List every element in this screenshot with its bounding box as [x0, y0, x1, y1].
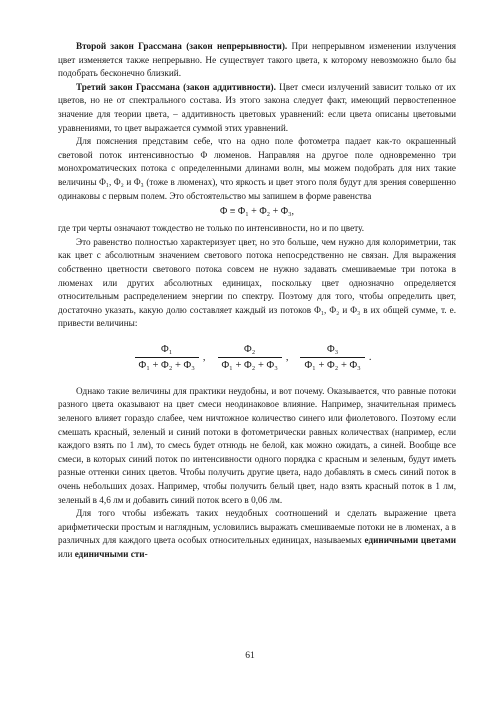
page-number: 61 — [245, 651, 255, 661]
text-second-law: При непрерывном изменении излучения цвет изменяется также непрерывно. Не существует такого цвета, к которому невозможно было бы подобрать бесконечно близкий. — [58, 41, 456, 79]
text-or: или — [58, 549, 75, 559]
paragraph-second-law — [58, 40, 456, 81]
fraction-1 — [135, 344, 199, 371]
fraction-3 — [300, 344, 364, 371]
fraction-row — [58, 337, 456, 379]
fraction-2 — [218, 344, 282, 371]
fraction-2-numerator: Φ₂ — [244, 344, 256, 356]
heading-second-law: Второй закон Грассмана (закон непрерывности). — [76, 41, 288, 51]
page-body — [58, 40, 456, 562]
paragraph-unit-colors — [58, 507, 456, 561]
paragraph-inconvenient: Однако такие величины для практики неудобны, и вот почему. Оказывается, что равные потоки разного цвета оказывают на цвет смеси неодинаковое влияние. Например, значительная примесь зеленого влияет гораздо слабее, чем ничтожное количество синего или фиолетового. Поэтому если смешать красный, зеленый и синий потоки в фотометрически равных количествах (например, если каждого взять по 1 лм), то смесь будет отнюдь не белой, как можно ожидать, а синей. Вообще все смеси, в которых синий поток по интенсивности одного порядка с красным и зеленым, будут иметь разные оттенки синих цветов. Чтобы получить другие цвета, надо добавлять в смесь синий поток в очень небольших дозах. Например, чтобы получить белый цвет, надо взять красный поток в 1 лм, зеленый в 4,6 лм и добавить синий поток всего в 0,06 лм. — [58, 385, 456, 505]
fraction-3-numerator: Φ₃ — [326, 344, 339, 356]
text-third-law: Цвет смеси излучений зависит только от их цветов, но не от спектрального состава. Из этого закона следует факт, имеющий первостепенное значение для теории цвета, – аддитивность цветовых уравнений: если цвета описаны цветовыми уравнениями, то цвет выражается суммой этих уравнений. — [58, 81, 456, 133]
fraction-1-denominator: Φ₁ + Φ₂ + Φ₃ — [135, 357, 199, 371]
fraction-1-separator: , — [202, 352, 206, 364]
fraction-1-numerator: Φ₁ — [161, 344, 173, 356]
fraction-2-denominator: Φ₁ + Φ₂ + Φ₃ — [218, 357, 282, 371]
fraction-3-separator: . — [368, 352, 372, 364]
term-unit-colors: единичными цветами — [364, 535, 456, 546]
formula-identity: Φ ≡ Φ₁ + Φ₂ + Φ₃, — [219, 206, 295, 218]
text-unit-colors: Для того чтобы избежать таких неудобных соотношений и сделать выражение цвета арифметически простым и наглядным, условились выражать смешиваемые потоки не в люменах, а в различных для каждого цвета особых относительных единицах, называемых — [58, 508, 456, 546]
fraction-2-separator: , — [285, 352, 289, 364]
paragraph-photometer: Для пояснения представим себе, что на одно поле фотометра падает как-то окрашенный световой поток интенсивностью Φ люменов. Направляя на другое поле одновременно три монохроматических потока с определенными длинами волн, мы можем подобрать для них такие величины Φ₁, Φ₂ и Φ₃ (тоже в люменах), что яркость и цвет этого поля будут для зрения совершенно одинаковы с первым полем. Это обстоятельство мы запишем в форме равенства — [58, 136, 456, 201]
paragraph-three-lines: где три черты означают тождество не только по интенсивности, но и по цвету. — [58, 223, 365, 234]
paragraph-equality: Это равенство полностью характеризует цвет, но это больше, чем нужно для колориметрии, так как цвет с абсолютным значением светового потока непосредственно не связан. Для выражения собственно цветности светового потока совсем не нужно задавать смешиваемые три потока в люменах или других абсолютных единицах, поскольку цвет однозначно определяется относительным распределением энергии по спектру. Поэтому для того, чтобы определить цвет, достаточно указать, какую долю составляет каждый из потоков Φ₁, Φ₂ и Φ₃ в их общей сумме, т. е. привести величины: — [58, 236, 456, 329]
term-unit-stimuli: единичными сти- — [74, 549, 148, 559]
fraction-3-denominator: Φ₁ + Φ₂ + Φ₃ — [300, 357, 364, 371]
heading-third-law: Третий закон Грассмана (закон аддитивности). — [76, 81, 276, 92]
paragraph-third-law — [58, 81, 456, 135]
